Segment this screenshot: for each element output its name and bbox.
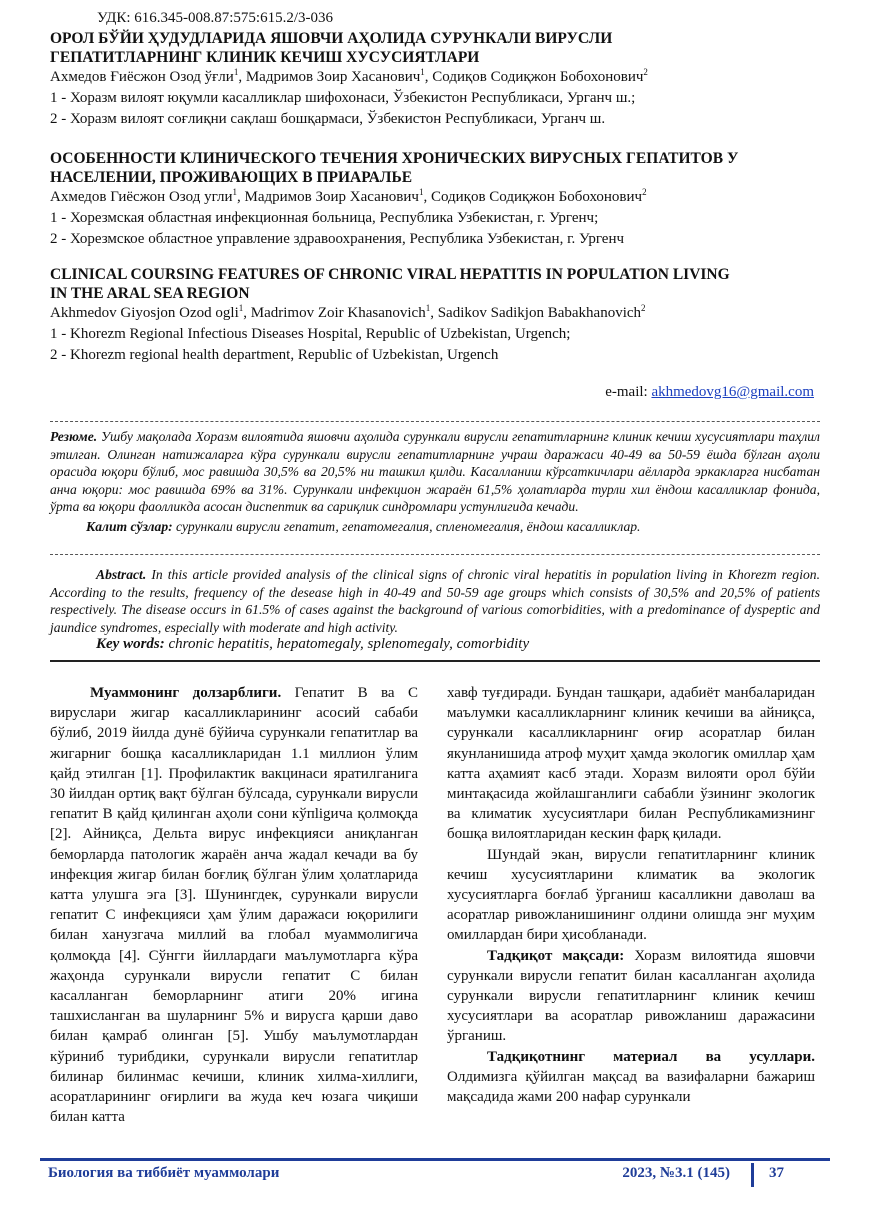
paragraph: Тадқиқот мақсади: Хоразм вилоятида яшовчи сурункали вирусли гепатит билан касалланган аҳолида сурункали вирусли гепатитларнинг клиник кечиш хусусиятлари ва асоратлар ривожланиш даражасини ўрганиш. [447,947,815,1045]
body-left-column [50,683,418,1127]
abstract-keywords [96,636,820,654]
uz-header [50,29,820,130]
email-link[interactable]: akhmedovg16@gmail.com [651,384,814,400]
uz-affiliation-1: 1 - Хоразм вилоят юқумли касалликлар шифохонаси, Ўзбекистон Республикаси, Урганч ш.; [50,90,636,106]
author-name: , Sadikov Sadikjon Babakhanovich [430,305,642,321]
en-authors: Akhmedov Giyosjon Ozod ogli$^1$, Madrimov Zoir Khasanovich$^1$, Sadikov Sadikjon Babakhanovich$^2$ [50,303,646,321]
ru-header [50,149,820,250]
paragraph: Тадқиқотнинг материал ва усуллари. Олдимизга қўйилган мақсад ва вазифаларни бажариш мақсадида жами 200 нафар сурункали [447,1048,815,1106]
author-name: , Мадримов Зоир Хасанович [238,69,421,85]
divider [50,421,820,422]
section-heading: Муаммонинг долзарблиги. [90,685,282,701]
author-name: Ахмедов Ғиёсжон Озод ўғли [50,69,234,85]
resume-uz [50,428,820,535]
divider [50,554,820,555]
author-name: , Мадримов Зоир Хасанович [236,189,419,205]
email-line [605,384,814,401]
uz-affiliation-2: 2 - Хоразм вилоят соғлиқни сақлаш бошқармаси, Ўзбекистон Республикаси, Урганч ш. [50,111,606,127]
section-divider [50,660,820,662]
keywords-text: chronic hepatitis, hepatomegaly, splenomegaly, comorbidity [164,636,530,652]
page-number: 37 [769,1165,784,1181]
ru-affiliation-2: 2 - Хорезмское областное управление здравоохранения, Республика Узбекистан, г. Ургенч [50,231,625,247]
paragraph: Шундай экан, вирусли гепатитларнинг клиник кечиш хусусиятларини климатик ва экологик хусусиятларга боғлаб ўрганиш касалликни даволаш ва асоратлар ривожланишининг олдини олишда энг муҳим омиллардан бири ҳисобланади. [447,846,815,944]
issue-number: 2023, №3.1 (145) [622,1165,730,1181]
keywords-label: Key words: [96,636,165,652]
keywords-label: Калит сўзлар: [86,518,173,534]
keywords-text: сурункали вирусли гепатит, гепатомегалия, спленомегалия, ёндош касалликлар. [172,518,641,534]
ru-title-line1: ОСОБЕННОСТИ КЛИНИЧЕСКОГО ТЕЧЕНИЯ ХРОНИЧЕСКИХ ВИРУСНЫХ ГЕПАТИТОВ У [50,150,739,167]
author-name: Ахмедов Гиёсжон Озод угли [50,189,233,205]
author-name: , Содиқов Содиқжон Бобохонович [424,69,644,85]
journal-name: Биология ва тиббиёт муаммолари [48,1165,280,1181]
en-title-line1: CLINICAL COURSING FEATURES OF CHRONIC VIRAL HEPATITIS IN POPULATION LIVING [50,266,730,283]
section-heading: Тадқиқотнинг материал ва усуллари. [487,1048,815,1065]
author-name: , Содиқов Содиқжон Бобохонович [423,189,643,205]
en-affiliation-2: 2 - Khorezm regional health department, Republic of Uzbekistan, Urgench [50,347,499,363]
uz-authors: Ахмедов Ғиёсжон Озод ўғли$^1$, Мадримов Зоир Хасанович$^1$, Содиқов Содиқжон Бобохонович$^2$ [50,67,648,85]
resume-keywords [86,518,820,536]
resume-text: Ушбу мақолада Хоразм вилоятида яшовчи аҳолида сурункали вирусли гепатитларнинг клиник кечиш хусусиятлари таҳлил этилган. Олинган натижаларга кўра сурункали вирусли гепатитларнинг учраш даражаси 40-49 ва 50-59 ёшда бўлган аҳоли орасида юқори бўлиб, мос равишда 30,5% ва 20,5% ни ташкил қилди. Касалланиш кўрсаткичлари аёлларда эркакларга нисбатан анча юқори: мос равишда 69% ва 31%. Сурункали инфекцион жараён 61,5% ҳолатларда турли хил ёндош касалликлар фонида, ўрта ва юқори фаолликда асосан диспептик ва сариқлик синдромлари устунлигида кечади. [50,429,820,514]
paragraph: Муаммонинг долзарблиги. Гепатит В ва С вируслари жигар касалликларининг асосий сабаби бўлиб, 2019 йилда дунё бўйича сурункали гепатитлар ва жигарниг бошқа касалликларидан 1.1 миллион ўлим қайд этилган [1]. Профилактик вакцинаси яратилганига 30 йилдан ортиқ вақт бўлган бўлсада, сурункали вирусли гепатит В қайд қилинган аҳоли сони кўпligича қолмоқда [2]. Айниқса, Дельта вирус инфекцияси аниқланган беморларда патологик жараён анча жадал кечади ва бу инфекция жигар билан боғлиқ бўлган ўлим ҳолатларида катта улушга эга [3]. Шунингдек, сурункали вирусли гепатит С инфекцияси ҳам ўлим даражаси юқорилиги билан ханузгача миллий ва глобал муаммолигича қолмоқда [4]. Сўнгги йиллардаги маълумотларга кўра жаҳонда сурункали вирусли гепатит С билан касалланган беморларнинг атиги 20% игина ташхисланган ва шуларнинг 5% и вирусга қарши даво билан қамраб олинган [5]. Ушбу маълумотлардан кўриниб турибдики, сурункали вирусли гепатитлар билинар билинмас кечиши, клиник хилма-хиллиги, асоратларининг оғирлиги ва жуда кеч юзага чиқиши билан катта [50,685,418,1126]
section-heading: Тадқиқот мақсади: [487,947,625,964]
en-affiliation-1: 1 - Khorezm Regional Infectious Diseases Hospital, Republic of Uzbekistan, Urgench; [50,326,571,342]
abstract-text: In this article provided analysis of the clinical signs of chronic viral hepatitis in population living in Khorezm region. According to the results, frequency of the desease high in 40-49 and 50-59 age groups which consists of 30,5% and 20,5% of patients respectively. The disease occurs in 61.5% of cases against the background of various comorbidities, with a predominance of dyspeptic and jaundice syndromes, especially with moderate and high activity. [50,567,820,635]
paragraph: хавф туғдиради. Бундан ташқари, адабиёт манбаларидан маълумки касалликларнинг клиник кечиши ва айниқса, сурункали касалликларнинг оғир асоратлар билан якунланишида атроф муҳит ҳамда экологик омиллар ҳам катта аҳамият касб этади. Хоразм вилояти орол бўйи минтақасида жойлашганлиги сабабли ўзининг экологик ва климатик хусусиятлари билан Республикамизнинг бошқа вилоятларидан кескин фарқ қилади. [447,685,815,843]
ru-title-line2: НАСЕЛЕНИИ, ПРОЖИВАЮЩИХ В ПРИАРАЛЬЕ [50,169,413,186]
page-footer [40,1158,830,1187]
ru-affiliation-1: 1 - Хорезмская областная инфекционная больница, Республика Узбекистан, г. Ургенч; [50,210,599,226]
en-header [50,265,820,366]
ru-authors: Ахмедов Гиёсжон Озод угли$^1$, Мадримов Зоир Хасанович$^1$, Содиқов Содиқжон Бобохонович$^2$ [50,187,647,205]
en-title-line2: IN THE ARAL SEA REGION [50,285,250,302]
uz-title-line1: ОРОЛ БЎЙИ ҲУДУДЛАРИДА ЯШОВЧИ АҲОЛИДА СУРУНКАЛИ ВИРУСЛИ [50,30,613,47]
udk-code: УДК: 616.345-008.87:575:615.2/3-036 [97,10,334,26]
resume-label: Резюме. [50,429,98,444]
abstract-label: Abstract. [96,567,147,582]
author-name: , Madrimov Zoir Khasanovich [243,305,426,321]
body-right-column [447,683,815,1107]
author-name: Akhmedov Giyosjon Ozod ogli [50,305,239,321]
abstract-en [50,566,820,654]
uz-title-line2: ГЕПАТИТЛАРНИНГ КЛИНИК КЕЧИШ ХУСУСИЯТЛАРИ [50,49,480,66]
email-label: e-mail: [605,384,652,400]
footer-separator [751,1163,754,1187]
